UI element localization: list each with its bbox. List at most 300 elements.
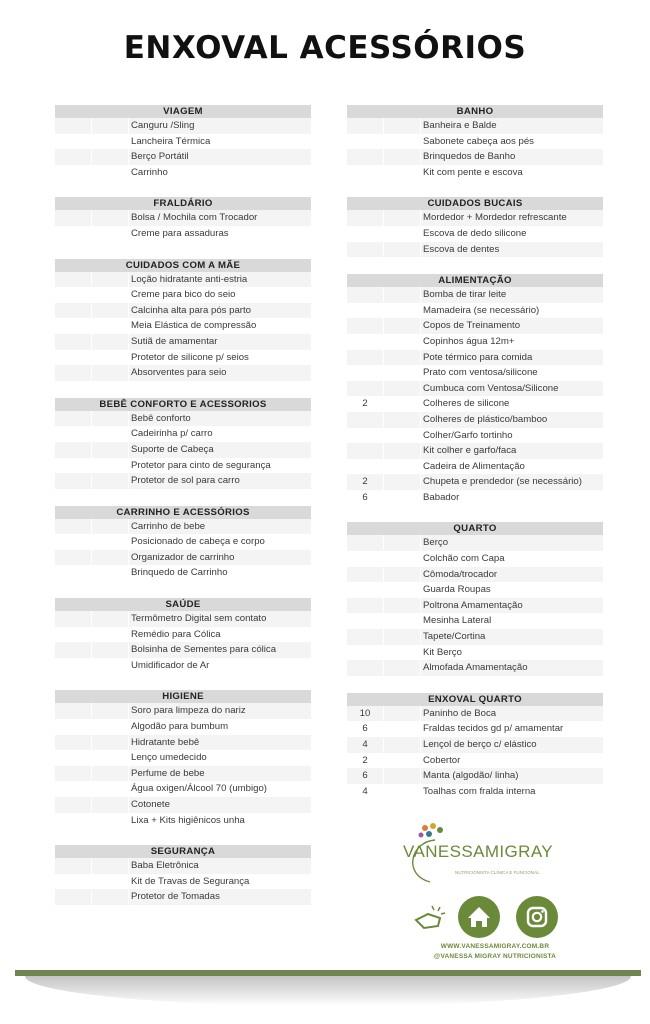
- quantity-cell: [347, 303, 384, 319]
- section: [55, 598, 311, 673]
- quantity-cell: [347, 210, 384, 226]
- section-items: [55, 858, 311, 905]
- checklist-row: [347, 381, 603, 397]
- section-items: [347, 118, 603, 180]
- check-cell: [384, 365, 421, 381]
- quantity-cell: [55, 781, 92, 797]
- check-cell: [92, 318, 129, 334]
- check-cell: [384, 567, 421, 583]
- item-label: Kit colher e garfo/faca: [423, 445, 517, 457]
- quantity-cell: [347, 551, 384, 567]
- check-cell: [384, 165, 421, 181]
- quantity-cell: [347, 287, 384, 303]
- section: [347, 197, 603, 257]
- check-cell: [92, 550, 129, 566]
- check-cell: [92, 118, 129, 134]
- checklist-row: [55, 458, 311, 474]
- quantity-cell: [55, 318, 92, 334]
- check-cell: [92, 874, 129, 890]
- quantity-cell: [55, 627, 92, 643]
- section-heading: BEBÊ CONFORTO E ACESSORIOS: [55, 398, 311, 411]
- item-label: Umidificador de Ar: [131, 659, 210, 671]
- quantity-cell: [347, 381, 384, 397]
- checklist-row: [55, 411, 311, 427]
- check-cell: [384, 490, 421, 506]
- item-label: Calcinha alta para pós parto: [131, 304, 251, 316]
- checklist-row: [347, 412, 603, 428]
- checklist-row: [55, 550, 311, 566]
- checklist-row: [55, 735, 311, 751]
- section-heading: ALIMENTAÇÃO: [347, 274, 603, 287]
- checklist-row: [55, 874, 311, 890]
- item-label: Colheres de silicone: [423, 398, 510, 410]
- check-cell: [384, 381, 421, 397]
- item-label: Lixa + Kits higiênicos unha: [131, 814, 245, 826]
- item-label: Água oxigen/Álcool 70 (umbigo): [131, 783, 267, 795]
- check-cell: [384, 598, 421, 614]
- checklist-row: [55, 149, 311, 165]
- check-cell: [92, 272, 129, 288]
- checklist-row: [347, 428, 603, 444]
- item-label: Mamadeira (se necessário): [423, 304, 540, 316]
- check-cell: [384, 784, 421, 800]
- checklist-row: [55, 658, 311, 674]
- checklist-row: [347, 490, 603, 506]
- check-cell: [384, 242, 421, 258]
- check-cell: [92, 426, 129, 442]
- check-cell: [384, 629, 421, 645]
- item-label: Organizador de carrinho: [131, 551, 235, 563]
- section: [55, 105, 311, 180]
- checklist-row: [347, 334, 603, 350]
- item-label: Kit de Travas de Segurança: [131, 875, 250, 887]
- quantity-cell: [55, 334, 92, 350]
- section: [55, 197, 311, 241]
- check-cell: [384, 660, 421, 676]
- item-label: Sutiã de amamentar: [131, 335, 218, 347]
- quantity-cell: 4: [347, 737, 384, 753]
- quantity-cell: [55, 149, 92, 165]
- section-items: [55, 118, 311, 180]
- quantity-cell: [347, 645, 384, 661]
- quantity-cell: [55, 766, 92, 782]
- item-label: Lençol de berço c/ elástico: [423, 739, 537, 750]
- item-label: Cadeirinha p/ carro: [131, 428, 213, 440]
- checklist-row: [347, 443, 603, 459]
- item-label: Pote térmico para comida: [423, 351, 533, 363]
- check-cell: [92, 627, 129, 643]
- item-label: Bolsa / Mochila com Trocador: [131, 212, 258, 224]
- quantity-cell: [55, 226, 92, 242]
- quantity-cell: [347, 629, 384, 645]
- item-label: Chupeta e prendedor (se necessário): [423, 476, 582, 488]
- item-label: Loção hidratante anti-estria: [131, 273, 248, 285]
- checklist-row: [55, 611, 311, 627]
- check-cell: [384, 303, 421, 319]
- checklist-row: [55, 627, 311, 643]
- quantity-cell: [55, 519, 92, 535]
- checklist-row: [347, 134, 603, 150]
- contact-icons: [410, 892, 570, 942]
- item-label: Almofada Amamentação: [423, 662, 528, 674]
- section-items: [55, 210, 311, 241]
- check-cell: [92, 797, 129, 813]
- item-label: Paninho de Boca: [423, 707, 497, 719]
- section-heading: CUIDADOS BUCAIS: [347, 197, 603, 210]
- quantity-cell: [55, 797, 92, 813]
- right-column: [347, 105, 603, 816]
- quantity-cell: [55, 658, 92, 674]
- checklist-row: [55, 134, 311, 150]
- section: [55, 398, 311, 489]
- section: [55, 690, 311, 828]
- home-icon[interactable]: [458, 896, 500, 938]
- quantity-cell: 2: [347, 396, 384, 412]
- quantity-cell: [55, 411, 92, 427]
- quantity-cell: [55, 719, 92, 735]
- check-cell: [92, 458, 129, 474]
- section-items: [347, 287, 603, 505]
- quantity-cell: [347, 334, 384, 350]
- quantity-cell: [55, 550, 92, 566]
- quantity-cell: [55, 642, 92, 658]
- checklist-row: [347, 768, 603, 784]
- checklist-row: [55, 642, 311, 658]
- item-label: Lancheira Térmica: [131, 135, 211, 147]
- quantity-cell: [55, 442, 92, 458]
- quantity-cell: [347, 134, 384, 150]
- section-heading: CARRINHO E ACESSÓRIOS: [55, 506, 311, 519]
- checklist-row: [347, 582, 603, 598]
- checklist-row: [55, 165, 311, 181]
- checklist-row: [347, 535, 603, 551]
- section-heading: HIGIENE: [55, 690, 311, 703]
- quantity-cell: [55, 611, 92, 627]
- item-label: Mordedor + Mordedor refrescante: [423, 212, 567, 224]
- checklist-row: [347, 303, 603, 319]
- checklist-row: [55, 272, 311, 288]
- check-cell: [92, 750, 129, 766]
- quantity-cell: [55, 703, 92, 719]
- section: [55, 845, 311, 905]
- section-heading: SEGURANÇA: [55, 845, 311, 858]
- check-cell: [92, 858, 129, 874]
- checklist-row: [55, 318, 311, 334]
- check-cell: [384, 149, 421, 165]
- checklist-row: [55, 519, 311, 535]
- item-label: Cômoda/trocador: [423, 568, 498, 580]
- checklist-row: [55, 210, 311, 226]
- item-label: Sabonete cabeça aos pés: [423, 135, 534, 147]
- check-cell: [384, 287, 421, 303]
- check-cell: [92, 642, 129, 658]
- item-label: Fraldas tecidos gd p/ amamentar: [423, 723, 564, 735]
- website-text[interactable]: WWW.VANESSAMIGRAY.COM.BR: [440, 943, 550, 950]
- checklist-row: [347, 784, 603, 800]
- checklist-row: [55, 750, 311, 766]
- quantity-cell: [347, 567, 384, 583]
- quantity-cell: [347, 582, 384, 598]
- item-label: Colchão com Capa: [423, 553, 505, 565]
- item-label: Cumbuca com Ventosa/Silicone: [423, 382, 559, 394]
- checklist-row: [347, 459, 603, 475]
- checklist-row: [347, 226, 603, 242]
- section-heading: QUARTO: [347, 522, 603, 535]
- item-label: Protetor de silicone p/ seios: [131, 351, 249, 363]
- checklist-row: [55, 781, 311, 797]
- item-label: Tapete/Cortina: [423, 631, 486, 643]
- item-label: Remédio para Cólica: [131, 628, 221, 640]
- checklist-row: [55, 719, 311, 735]
- checklist-row: [55, 303, 311, 319]
- check-cell: [384, 118, 421, 134]
- quantity-cell: [55, 165, 92, 181]
- check-cell: [92, 519, 129, 535]
- quantity-cell: [55, 350, 92, 366]
- checklist-row: [347, 365, 603, 381]
- checklist-row: [55, 287, 311, 303]
- brand-logo: [395, 820, 585, 895]
- item-label: Toalhas com fralda interna: [423, 785, 536, 797]
- quantity-cell: 6: [347, 721, 384, 737]
- check-cell: [384, 551, 421, 567]
- item-label: Prato com ventosa/silicone: [423, 367, 538, 379]
- section-items: [347, 706, 603, 800]
- check-cell: [92, 565, 129, 581]
- page-shadow: [25, 976, 631, 1006]
- item-label: Babador: [423, 491, 460, 503]
- check-cell: [384, 645, 421, 661]
- check-cell: [384, 428, 421, 444]
- quantity-cell: [347, 598, 384, 614]
- section: [347, 693, 603, 800]
- section-items: [55, 411, 311, 489]
- quantity-cell: [347, 226, 384, 242]
- item-label: Protetor de sol para carro: [131, 475, 240, 487]
- section-items: [55, 519, 311, 581]
- check-cell: [384, 412, 421, 428]
- checklist-row: [55, 766, 311, 782]
- checklist-row: [347, 567, 603, 583]
- checklist-row: [347, 660, 603, 676]
- checklist-row: [55, 473, 311, 489]
- quantity-cell: 6: [347, 768, 384, 784]
- item-label: Manta (algodão/ linha): [423, 770, 519, 782]
- quantity-cell: [347, 459, 384, 475]
- check-cell: [384, 396, 421, 412]
- quantity-cell: [347, 412, 384, 428]
- quantity-cell: [347, 350, 384, 366]
- item-label: Bebê conforto: [131, 412, 191, 424]
- item-label: Berço: [423, 537, 449, 549]
- check-cell: [384, 721, 421, 737]
- check-cell: [384, 350, 421, 366]
- quantity-cell: [55, 134, 92, 150]
- checklist-row: [55, 118, 311, 134]
- check-cell: [92, 149, 129, 165]
- quantity-cell: 6: [347, 490, 384, 506]
- item-label: Cotonete: [131, 799, 170, 810]
- quantity-cell: [347, 613, 384, 629]
- brand-name: VANESSAMIGRAY: [403, 842, 554, 861]
- quantity-cell: [55, 813, 92, 829]
- item-label: Copos de Treinamento: [423, 320, 521, 332]
- section: [347, 105, 603, 180]
- checklist-row: [347, 721, 603, 737]
- item-label: Suporte de Cabeça: [131, 443, 214, 455]
- check-cell: [384, 737, 421, 753]
- brand-subtitle: NUTRICIONISTA CLÍNICA E FUNCIONAL: [455, 870, 540, 875]
- quantity-cell: 2: [347, 474, 384, 490]
- quantity-cell: 4: [347, 784, 384, 800]
- checklist-row: [347, 613, 603, 629]
- check-cell: [92, 210, 129, 226]
- item-label: Colheres de plástico/bamboo: [423, 413, 548, 425]
- quantity-cell: [347, 149, 384, 165]
- checklist-row: [347, 287, 603, 303]
- section-items: [55, 703, 311, 828]
- check-cell: [384, 474, 421, 490]
- check-cell: [384, 226, 421, 242]
- checklist-row: [55, 813, 311, 829]
- instagram-icon[interactable]: [516, 896, 558, 938]
- checklist-row: [347, 474, 603, 490]
- check-cell: [92, 134, 129, 150]
- left-column: [55, 105, 311, 922]
- item-label: Termômetro Digital sem contato: [131, 613, 267, 625]
- checklist-row: [347, 118, 603, 134]
- item-label: Algodão para bumbum: [131, 721, 229, 733]
- section-items: [55, 611, 311, 673]
- quantity-cell: 10: [347, 706, 384, 722]
- check-cell: [384, 535, 421, 551]
- quantity-cell: [347, 118, 384, 134]
- checklist-row: [347, 706, 603, 722]
- section-items: [347, 210, 603, 257]
- checklist-row: [55, 226, 311, 242]
- item-label: Protetor para cinto de segurança: [131, 459, 271, 471]
- item-label: Hidratante bebê: [131, 736, 200, 748]
- checklist-row: [347, 753, 603, 769]
- quantity-cell: [347, 165, 384, 181]
- quantity-cell: [55, 735, 92, 751]
- quantity-cell: [55, 889, 92, 905]
- section-heading: BANHO: [347, 105, 603, 118]
- quantity-cell: [55, 118, 92, 134]
- checklist-row: [347, 318, 603, 334]
- check-cell: [92, 766, 129, 782]
- check-cell: [92, 703, 129, 719]
- checklist-row: [55, 858, 311, 874]
- check-cell: [92, 658, 129, 674]
- quantity-cell: [347, 242, 384, 258]
- quantity-cell: [347, 318, 384, 334]
- check-cell: [92, 442, 129, 458]
- check-cell: [384, 334, 421, 350]
- item-label: Bolsinha de Sementes para cólica: [131, 644, 277, 656]
- check-cell: [92, 781, 129, 797]
- quantity-cell: [55, 874, 92, 890]
- checklist-row: [347, 629, 603, 645]
- check-cell: [384, 210, 421, 226]
- check-cell: [92, 287, 129, 303]
- item-label: Banheira e Balde: [423, 120, 497, 131]
- quantity-cell: [55, 473, 92, 489]
- section-heading: ENXOVAL QUARTO: [347, 693, 603, 706]
- item-label: Kit com pente e escova: [423, 166, 523, 178]
- check-cell: [92, 735, 129, 751]
- quantity-cell: 2: [347, 753, 384, 769]
- item-label: Carrinho: [131, 166, 168, 178]
- quantity-cell: [55, 534, 92, 550]
- check-cell: [92, 473, 129, 489]
- item-label: Baba Eletrônica: [131, 860, 199, 872]
- section-items: [55, 272, 311, 381]
- quantity-cell: [55, 750, 92, 766]
- item-label: Canguru /Sling: [131, 120, 195, 131]
- item-label: Perfume de bebe: [131, 767, 205, 779]
- check-cell: [92, 365, 129, 381]
- quantity-cell: [347, 660, 384, 676]
- item-label: Creme para assaduras: [131, 227, 229, 239]
- checklist-row: [55, 365, 311, 381]
- quantity-cell: [55, 272, 92, 288]
- checklist-row: [55, 534, 311, 550]
- quantity-cell: [55, 565, 92, 581]
- checklist-row: [347, 737, 603, 753]
- item-label: Posicionado de cabeça e corpo: [131, 536, 265, 548]
- item-label: Brinquedos de Banho: [423, 151, 516, 163]
- item-label: Cobertor: [423, 754, 461, 766]
- item-label: Copinhos água 12m+: [423, 335, 515, 347]
- check-cell: [92, 534, 129, 550]
- item-label: Poltrona Amamentação: [423, 599, 523, 611]
- checklist-row: [55, 350, 311, 366]
- section-heading: FRALDÁRIO: [55, 197, 311, 210]
- item-label: Absorventes para seio: [131, 367, 227, 379]
- item-label: Brinquedo de Carrinho: [131, 567, 228, 579]
- check-cell: [92, 889, 129, 905]
- checklist-row: [347, 210, 603, 226]
- checklist-row: [55, 442, 311, 458]
- check-cell: [384, 134, 421, 150]
- checklist-row: [55, 426, 311, 442]
- item-label: Colher/Garfo tortinho: [423, 429, 513, 441]
- item-label: Soro para limpeza do nariz: [131, 705, 246, 717]
- checklist-row: [347, 165, 603, 181]
- checklist-row: [55, 334, 311, 350]
- quantity-cell: [55, 426, 92, 442]
- item-label: Mesinha Lateral: [423, 615, 492, 627]
- check-cell: [92, 334, 129, 350]
- check-cell: [384, 706, 421, 722]
- page-title: ENXOVAL ACESSÓRIOS: [123, 30, 527, 66]
- section-heading: SAÚDE: [55, 598, 311, 611]
- item-label: Escova de dedo silicone: [423, 227, 527, 239]
- check-cell: [384, 582, 421, 598]
- quantity-cell: [55, 210, 92, 226]
- click-hand-icon[interactable]: [410, 900, 450, 934]
- check-cell: [384, 753, 421, 769]
- check-cell: [92, 411, 129, 427]
- check-cell: [92, 303, 129, 319]
- section-heading: CUIDADOS COM A MÃE: [55, 259, 311, 272]
- quantity-cell: [347, 428, 384, 444]
- section: [55, 506, 311, 581]
- quantity-cell: [55, 303, 92, 319]
- check-cell: [384, 443, 421, 459]
- checklist-row: [347, 551, 603, 567]
